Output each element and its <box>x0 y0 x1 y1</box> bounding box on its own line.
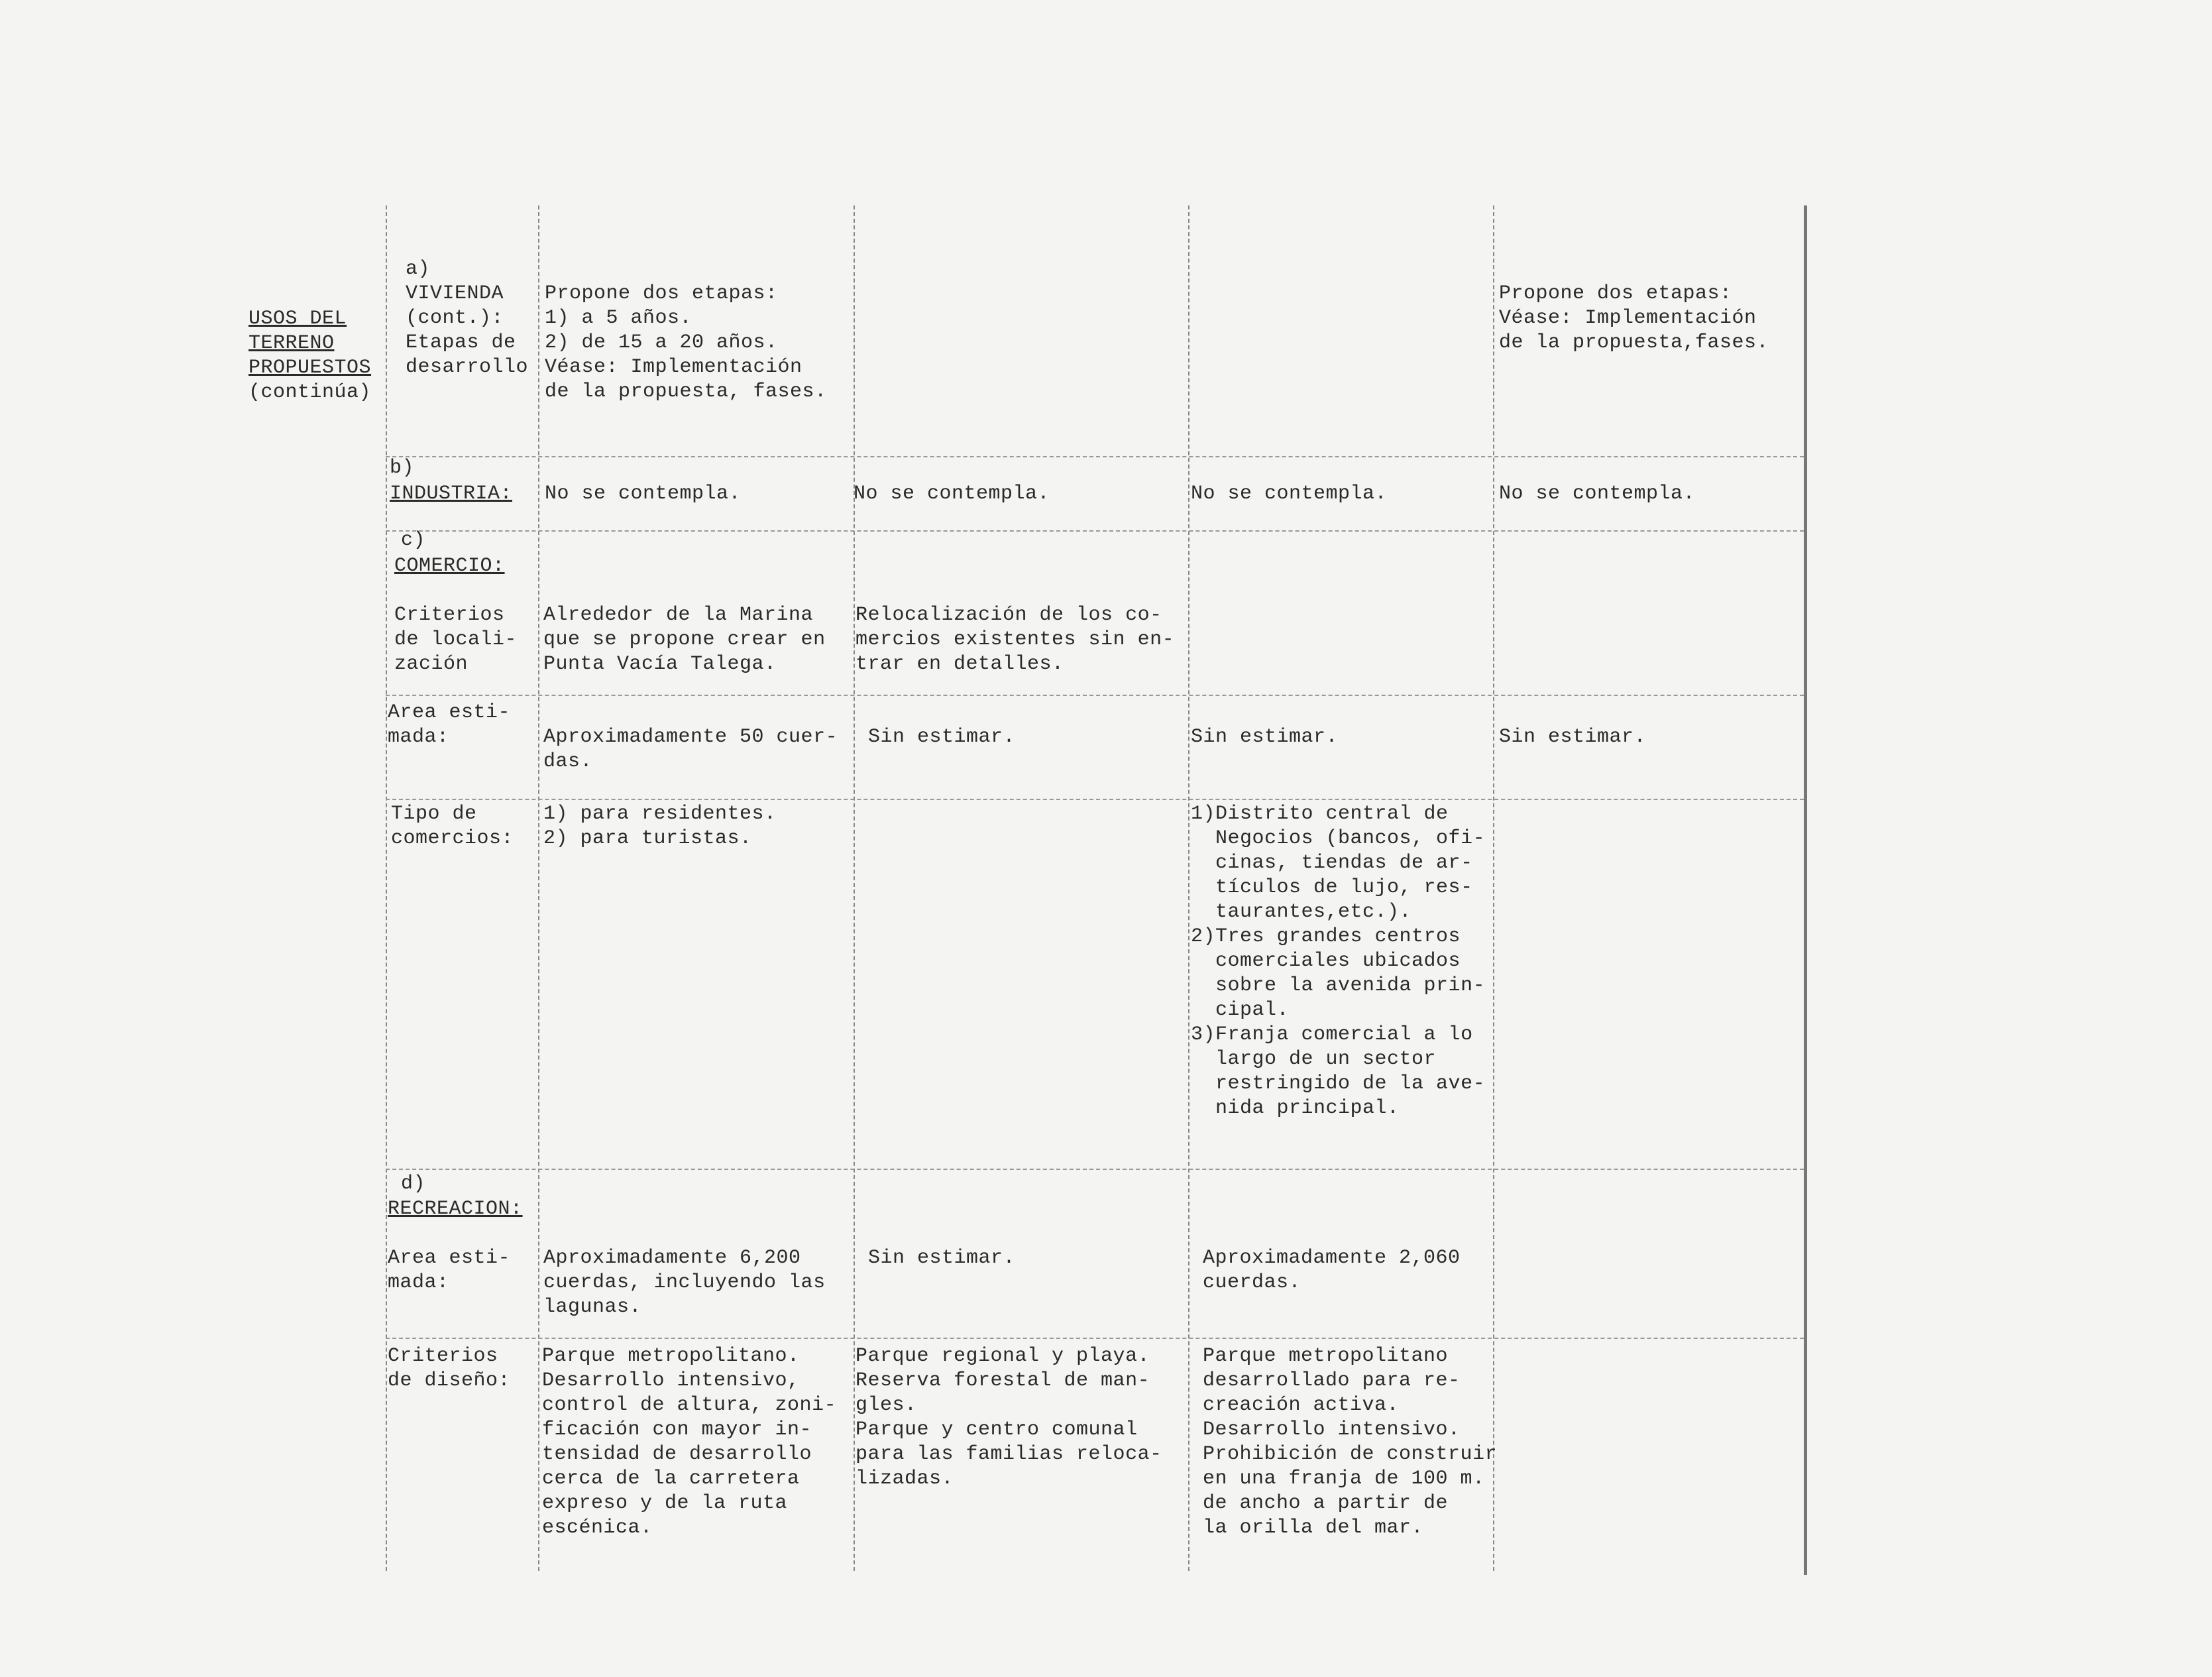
comercio-criterios-label: zación <box>394 653 469 675</box>
comercio-criterios-label: de locali- <box>394 628 518 651</box>
vivienda-col1: 2) de 15 a 20 años. <box>545 331 778 354</box>
comercio-tipo-col1: 2) para turistas. <box>543 827 752 850</box>
vivienda-label: Etapas de <box>406 331 516 354</box>
comercio-area-col3: Sin estimar. <box>1191 726 1339 748</box>
recreacion-area-label: mada: <box>388 1271 449 1294</box>
recreacion-area-col3: Aproximadamente 2,060 <box>1203 1247 1461 1269</box>
comercio-tipo-label: comercios: <box>391 827 514 850</box>
row-divider <box>386 1338 1804 1339</box>
comercio-tipo-col3: nida principal. <box>1191 1097 1400 1120</box>
recreacion-criterios-col2: lizadas. <box>856 1468 954 1490</box>
column-divider <box>386 205 387 1571</box>
comercio-tipo-col3: Negocios (bancos, ofi- <box>1191 827 1486 850</box>
vivienda-col1: Véase: Implementación <box>545 356 802 378</box>
industria-col3: No se contempla. <box>1191 483 1388 505</box>
recreacion-area-label: Area esti- <box>388 1247 511 1269</box>
comercio-criterios-col1: Alrededor de la Marina <box>543 604 814 626</box>
comercio-area-label: mada: <box>388 726 449 748</box>
comercio-tipo-col3: taurantes,etc.). <box>1191 901 1412 923</box>
comercio-tipo-col1: 1) para residentes. <box>543 803 777 825</box>
column-divider <box>1804 205 1807 1575</box>
industria-col1: No se contempla. <box>545 483 742 505</box>
recreacion-criterios-col3: desarrollado para re- <box>1203 1369 1461 1392</box>
left-label-line: (continúa) <box>249 381 372 404</box>
recreacion-criterios-col2: gles. <box>856 1394 917 1417</box>
recreacion-criterios-col1: Parque metropolitano. <box>542 1345 800 1367</box>
column-divider <box>538 205 539 1571</box>
recreacion-area-col1: Aproximadamente 6,200 <box>543 1247 801 1269</box>
row-divider <box>386 799 1804 800</box>
comercio-tipo-col3: largo de un sector <box>1191 1048 1437 1070</box>
recreacion-criterios-col1: control de altura, zoni- <box>542 1394 837 1417</box>
column-divider <box>1188 205 1189 1571</box>
recreacion-criterios-col3: en una franja de 100 m. <box>1203 1468 1485 1490</box>
comercio-area-label: Area esti- <box>388 701 511 724</box>
comercio-tipo-label: Tipo de <box>391 803 477 825</box>
column-divider <box>1493 205 1494 1571</box>
comercio-criterios-col1: Punta Vacía Talega. <box>543 653 777 675</box>
vivienda-label: VIVIENDA <box>406 282 504 305</box>
recreacion-criterios-col3: Prohibición de construir <box>1203 1443 1498 1466</box>
comercio-criterios-col2: Relocalización de los co- <box>856 604 1162 626</box>
left-label-line: PROPUESTOS <box>249 357 372 379</box>
recreacion-area-col1: cuerdas, incluyendo las <box>543 1271 826 1294</box>
vivienda-col1: 1) a 5 años. <box>545 307 692 329</box>
comercio-tipo-col3: sobre la avenida prin- <box>1191 974 1486 997</box>
industria-label: b) <box>390 457 415 479</box>
vivienda-label: (cont.): <box>406 307 504 329</box>
vivienda-label: a) <box>406 258 431 280</box>
recreacion-criterios-label: de diseño: <box>388 1369 511 1392</box>
left-label-line: TERRENO <box>249 332 335 355</box>
vivienda-col1: Propone dos etapas: <box>545 282 778 305</box>
comercio-area-col1: das. <box>543 750 593 773</box>
row-divider <box>386 1169 1804 1170</box>
comercio-tipo-col3: 3)Franja comercial a lo <box>1191 1023 1473 1046</box>
recreacion-criterios-col1: escénica. <box>542 1517 653 1539</box>
recreacion-criterios-col2: Reserva forestal de man- <box>856 1369 1150 1392</box>
comercio-tipo-col3: cipal. <box>1191 999 1290 1021</box>
recreacion-area-col1: lagunas. <box>543 1296 642 1318</box>
vivienda-label: desarrollo <box>406 356 529 378</box>
row-divider <box>386 530 1804 532</box>
vivienda-col4: Propone dos etapas: <box>1499 282 1732 305</box>
comercio-criterios-col2: trar en detalles. <box>856 653 1064 675</box>
vivienda-col1: de la propuesta, fases. <box>545 380 827 403</box>
left-label-line: USOS DEL <box>249 308 347 330</box>
comercio-tipo-col3: 2)Tres grandes centros <box>1191 925 1461 948</box>
comercio-tipo-col3: restringido de la ave- <box>1191 1072 1486 1095</box>
industria-col4: No se contempla. <box>1499 483 1696 505</box>
recreacion-label: d) <box>401 1173 426 1195</box>
recreacion-label: RECREACION: <box>388 1198 523 1220</box>
comercio-area-col4: Sin estimar. <box>1499 726 1647 748</box>
vivienda-col4: Véase: Implementación <box>1499 307 1757 329</box>
comercio-tipo-col3: cinas, tiendas de ar- <box>1191 852 1473 874</box>
recreacion-criterios-col1: Desarrollo intensivo, <box>542 1369 800 1392</box>
recreacion-criterios-col3: de ancho a partir de <box>1203 1492 1449 1515</box>
recreacion-criterios-col1: ficación con mayor in- <box>542 1418 812 1441</box>
recreacion-criterios-label: Criterios <box>388 1345 498 1367</box>
recreacion-criterios-col3: Parque metropolitano <box>1203 1345 1449 1367</box>
comercio-criterios-col2: mercios existentes sin en- <box>856 628 1175 651</box>
industria-label: INDUSTRIA: <box>390 483 513 505</box>
comercio-tipo-col3: tículos de lujo, res- <box>1191 876 1473 899</box>
comercio-area-col2: Sin estimar. <box>868 726 1016 748</box>
recreacion-area-col2: Sin estimar. <box>868 1247 1016 1269</box>
recreacion-criterios-col3: Desarrollo intensivo. <box>1203 1418 1461 1441</box>
comercio-area-col1: Aproximadamente 50 cuer- <box>543 726 838 748</box>
recreacion-criterios-col2: Parque y centro comunal <box>856 1418 1138 1441</box>
comercio-label: c) <box>401 529 426 551</box>
comercio-tipo-col3: 1)Distrito central de <box>1191 803 1449 825</box>
comercio-criterios-label: Criterios <box>394 604 505 626</box>
recreacion-criterios-col1: tensidad de desarrollo <box>542 1443 812 1466</box>
comercio-tipo-col3: comerciales ubicados <box>1191 950 1461 972</box>
recreacion-criterios-col2: Parque regional y playa. <box>856 1345 1150 1367</box>
column-divider <box>854 205 855 1571</box>
recreacion-criterios-col3: creación activa. <box>1203 1394 1400 1417</box>
vivienda-col4: de la propuesta,fases. <box>1499 331 1769 354</box>
industria-col2: No se contempla. <box>854 483 1050 505</box>
recreacion-criterios-col1: cerca de la carretera <box>542 1468 800 1490</box>
recreacion-criterios-col1: expreso y de la ruta <box>542 1492 788 1515</box>
comercio-label: COMERCIO: <box>394 555 505 577</box>
row-divider <box>386 456 1804 457</box>
comercio-criterios-col1: que se propone crear en <box>543 628 826 651</box>
recreacion-criterios-col3: la orilla del mar. <box>1203 1517 1424 1539</box>
recreacion-criterios-col2: para las familias reloca- <box>856 1443 1162 1466</box>
recreacion-area-col3: cuerdas. <box>1203 1271 1301 1294</box>
row-divider <box>386 695 1804 696</box>
